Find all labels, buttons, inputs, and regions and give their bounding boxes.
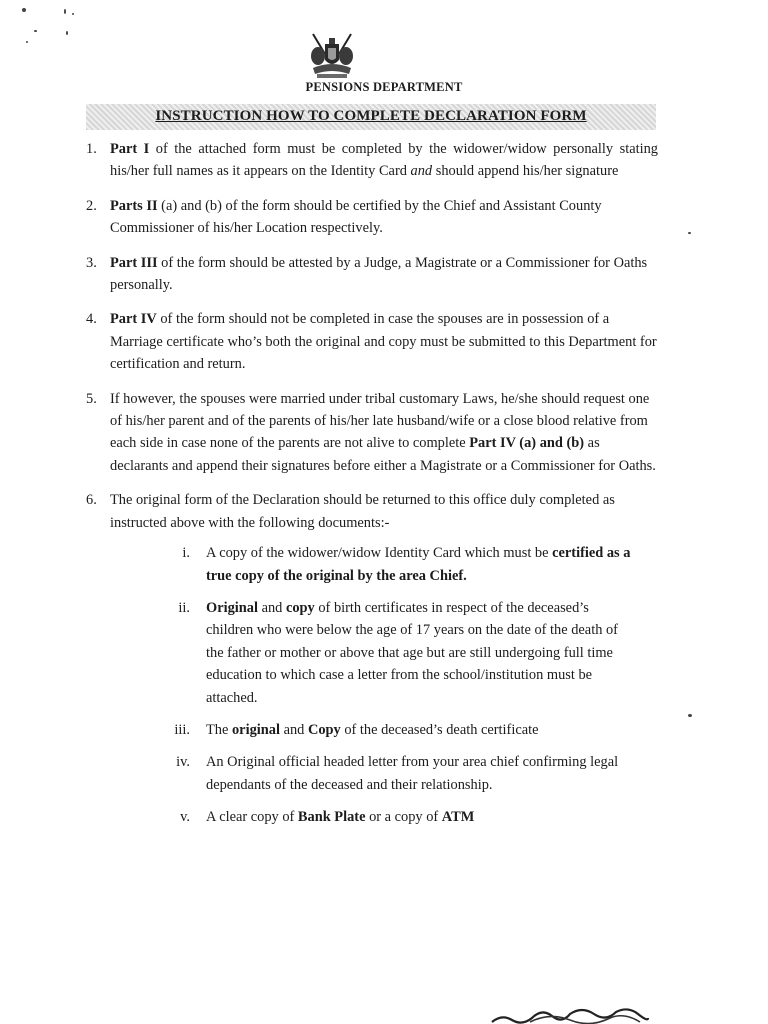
instruction-number: 4.: [86, 311, 97, 328]
document-item: [160, 542, 638, 587]
document-item: [160, 597, 638, 709]
instruction-item: [86, 138, 658, 183]
instruction-text: Part IV of the form should not be completed in case the spouses are in possession of a Marriage certificate who’s both the original and copy must be submitted to this Department for certification and return.: [110, 311, 657, 373]
instruction-number: 5.: [86, 390, 97, 407]
instruction-number: 3.: [86, 254, 97, 271]
document-numeral: v.: [180, 809, 190, 826]
instruction-item: [86, 195, 658, 240]
instructions-list: [86, 138, 658, 829]
instruction-item: [86, 252, 658, 297]
document-numeral: ii.: [178, 599, 190, 616]
document-text: An Original official headed letter from your area chief confirming legal dependants of the deceased and their relationship.: [206, 754, 619, 793]
scan-speck: [688, 232, 691, 234]
required-documents-list: [160, 542, 638, 828]
department-heading: PENSIONS DEPARTMENT: [305, 80, 463, 94]
title-banner: [86, 104, 656, 130]
document-text: The original and Copy of the deceased’s death certificate: [206, 721, 539, 738]
document-item: [160, 751, 638, 796]
coat-of-arms-icon: [305, 30, 359, 80]
instruction-text: Part III of the form should be attested by a Judge, a Magistrate or a Commissioner for Oaths personally.: [110, 254, 648, 294]
scan-speck: [688, 714, 692, 717]
document-text: A copy of the widower/widow Identity Card which must be certified as a true copy of the original by the area Chief.: [206, 545, 631, 584]
document-text: Original and copy of birth certificates in respect of the deceased’s children who were below the age of 17 years on the date of the death of the father or mother or above that age but are still undergoing full time education to which case a letter from the school/institution must be attached.: [206, 599, 618, 706]
instruction-number: 1.: [86, 141, 97, 157]
instruction-item: [86, 308, 658, 375]
scan-speck: [66, 31, 68, 35]
instruction-text: Part I of the attached form must be completed by the widower/widow personally stating his/her full names as it appears on the Identity Card and should append his/her signature: [110, 141, 658, 180]
instruction-text: If however, the spouses were married under tribal customary Laws, he/she should request one of his/her parent and of the parents of his/her late husband/wife or a close blood relative from each side in case none of the parents are not alive to complete Part IV (a) and (b) as declarants and append their signatures before either a Magistrate or a Commissioner for Oaths.: [110, 390, 656, 474]
scan-speck: [26, 41, 28, 43]
document-item: [160, 806, 638, 828]
instruction-text: Parts II (a) and (b) of the form should be certified by the Chief and Assistant County Commissioner of his/her Location respectively.: [110, 197, 602, 237]
instruction-number: 6.: [86, 492, 97, 509]
signature-scribble: [490, 1004, 650, 1024]
document-text: A clear copy of Bank Plate or a copy of ATM: [206, 809, 475, 826]
document-numeral: i.: [182, 545, 190, 562]
scan-speck: [64, 9, 66, 14]
instruction-item: [86, 388, 658, 478]
document-numeral: iv.: [176, 754, 190, 771]
scan-speck: [22, 8, 26, 12]
instruction-text: The original form of the Declaration should be returned to this office duly completed as instructed above with the following documents:-: [110, 492, 615, 531]
instruction-item: [86, 489, 658, 828]
scan-speck: [72, 13, 74, 15]
page-title: INSTRUCTION HOW TO COMPLETE DECLARATION FORM: [155, 108, 587, 124]
scan-speck: [34, 30, 37, 32]
instruction-number: 2.: [86, 197, 97, 214]
document-item: [160, 719, 638, 741]
document-numeral: iii.: [174, 721, 190, 738]
